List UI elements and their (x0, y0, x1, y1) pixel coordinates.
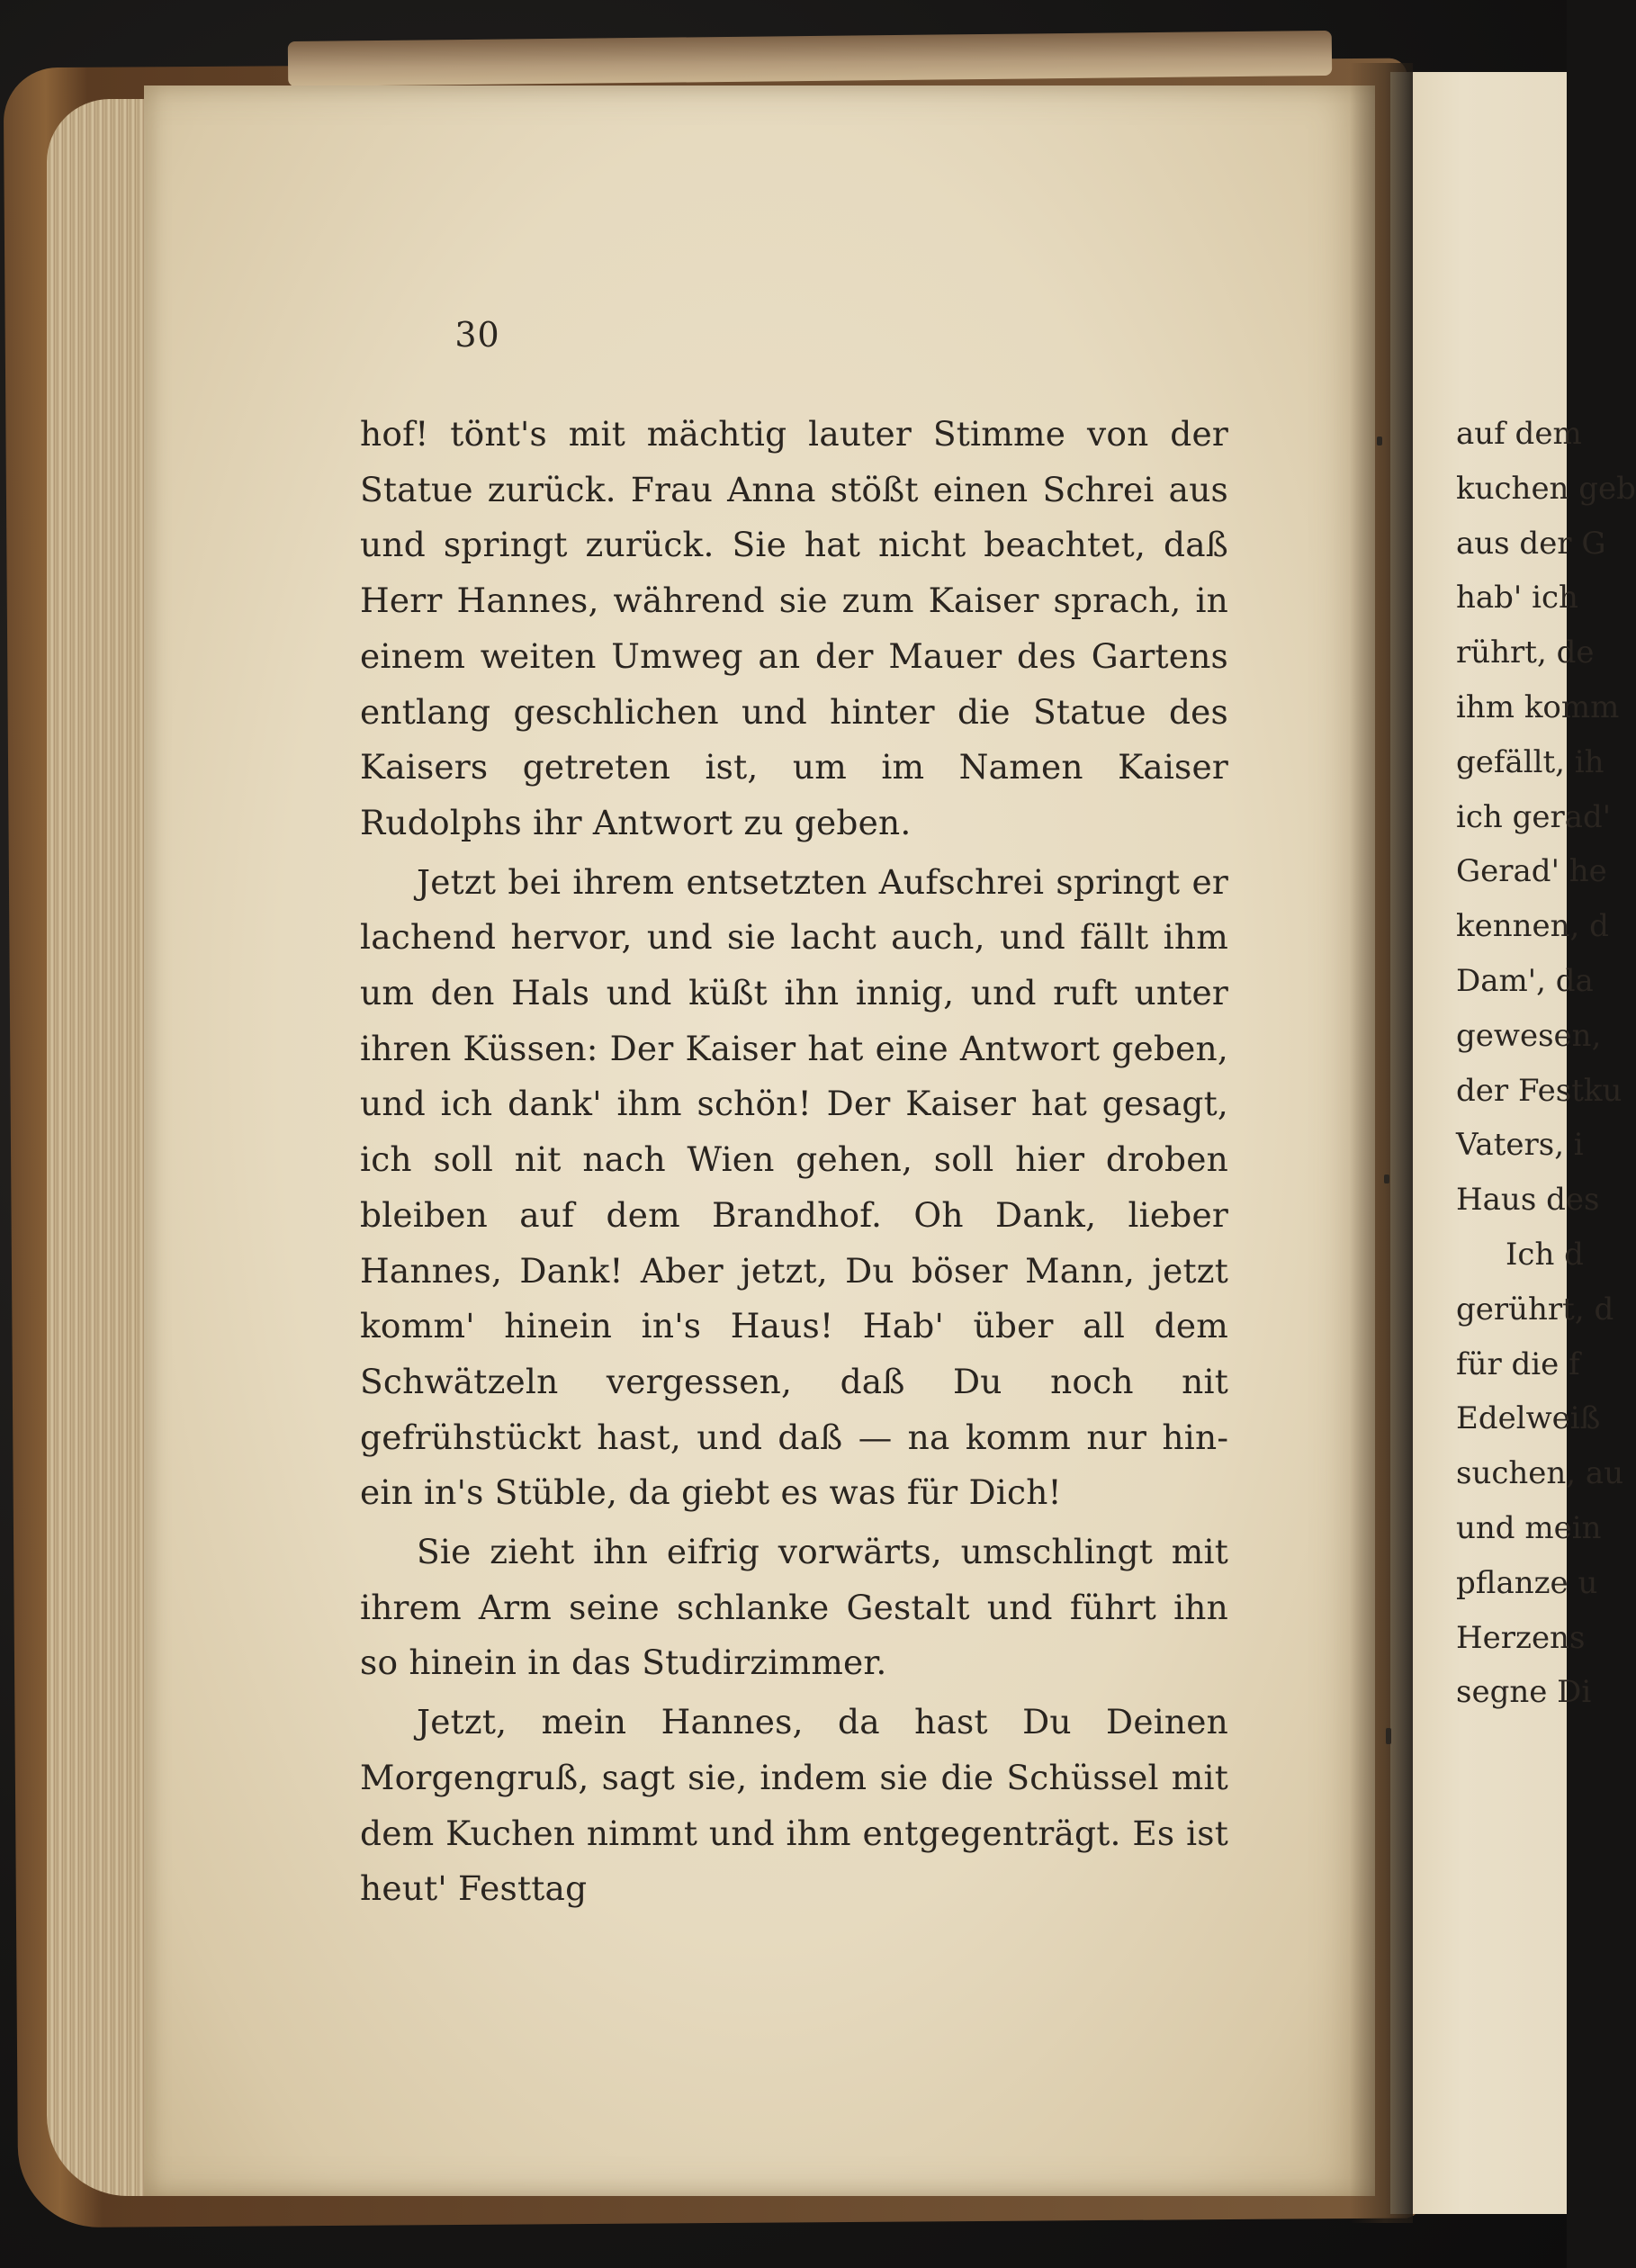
facing-line: für die f (1456, 1346, 1580, 1382)
facing-line: ihm komm (1456, 688, 1620, 725)
facing-line: Gerad' he (1456, 853, 1607, 890)
facing-line: Dam', da (1456, 962, 1594, 999)
facing-page-text (1456, 407, 1636, 1720)
paragraph: hof! tönt's mit mächtig lauter Stimme von der Statue zurück. Frau Anna stößt einen Schrei aus und springt zurück. Sie hat nicht beachtet, daß Herr Hannes, während sie zum Kaiser sprach, in einem weiten Umweg an der Mauer des Gartens entlang geschlichen und hinter die Statue des Kaisers getreten ist, um im Namen Kaiser Rudolphs ihr Antwort zu geben. (360, 414, 1228, 842)
facing-line: Herzens (1456, 1619, 1586, 1656)
facing-line: auf dem (1456, 416, 1582, 452)
page-edge-stack (47, 99, 155, 2196)
facing-line: der Festku (1456, 1072, 1623, 1109)
facing-line: kennen, d (1456, 908, 1609, 945)
paragraph: Jetzt bei ihrem entsetzten Aufschrei springt er lachend hervor, und sie lacht auch, und fällt ihm um den Hals und küßt ihn innig, und ruft unter ihren Küssen: Der Kaiser hat eine Antwort geben, und ich dank' ihm schön! Der Kaiser hat gesagt, ich soll nit nach Wien gehen, soll hier droben bleiben auf dem Brandhof. Oh Dank, lieber Hannes, Dank! Aber jetzt, Du böser Mann, jetzt komm' hinein in's Haus! Hab' über all dem Schwätzeln vergessen, daß Du noch nit gefrühstückt hast, und daß — na komm nur hinein in's Stüble, da giebt es was für Dich! (360, 861, 1228, 1513)
page-body (360, 407, 1228, 1917)
facing-line: gefällt, ih (1456, 743, 1605, 780)
facing-line: aus der G (1456, 525, 1606, 562)
paragraph: Jetzt, mein Hannes, da hast Du Deinen Morgengruß, sagt sie, indem sie die Schüssel mit dem Kuchen nimmt und ihm entgegenträgt. Es ist heut' Festtag (360, 1702, 1228, 1909)
page-speck (1386, 1728, 1391, 1744)
page-speck (1384, 1174, 1389, 1184)
facing-line: segne Di (1456, 1674, 1592, 1711)
facing-line: suchen, au (1456, 1455, 1624, 1492)
facing-line: Haus des (1456, 1182, 1600, 1219)
paragraph: Sie zieht ihn eifrig vorwärts, umschlingt mit ihrem Arm seine schlanke Gestalt und führt ihn so hinein in das Studirzimmer. (360, 1532, 1228, 1683)
page-speck (1377, 436, 1382, 446)
page-number: 30 (454, 315, 500, 355)
facing-line: und mein (1456, 1509, 1602, 1546)
facing-line: Ich d (1506, 1236, 1584, 1273)
facing-line: Vaters, i (1456, 1127, 1584, 1164)
facing-line: gewesen, (1456, 1017, 1602, 1054)
facing-line: kuchen geb (1456, 470, 1636, 507)
facing-line: rührt, de (1456, 634, 1595, 671)
facing-line: pflanze u (1456, 1564, 1598, 1601)
facing-line: Edelweiß (1456, 1400, 1601, 1437)
facing-line: hab' ich (1456, 580, 1578, 616)
gutter-shadow (1350, 63, 1413, 2223)
facing-line: gerührt, d (1456, 1291, 1614, 1328)
facing-line: ich gerad' (1456, 798, 1612, 835)
